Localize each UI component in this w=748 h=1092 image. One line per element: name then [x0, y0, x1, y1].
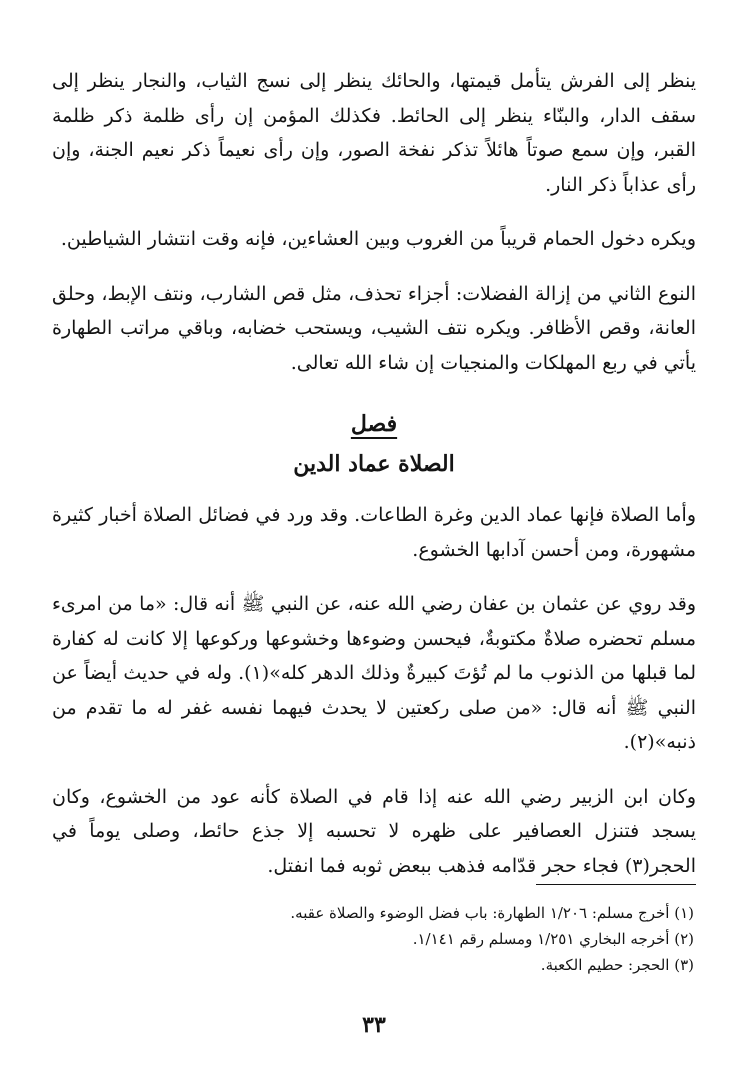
main-text	[52, 64, 696, 903]
paragraph-prayer-intro: وأما الصلاة فإنها عماد الدين وغرة الطاعات. وقد ورد في فضائل الصلاة أخبار كثيرة مشهورة، ومن أحسن آدابها الخشوع.	[52, 504, 696, 561]
paragraph-ponder: ينظر إلى الفرش يتأمل قيمتها، والحائك ينظر إلى نسج الثياب، والنجار ينظر إلى سقف الدار، والبنّاء ينظر إلى الحائط. فكذلك المؤمن إن رأى ظلمة ذكر ظلمة القبر، وإن سمع صوتاً هائلاً تذكر نفخة الصور، وإن رأى نعيماً ذكر نعيم الجنة، وإن رأى عذاباً ذكر النار.	[52, 70, 696, 196]
section-label: فصل	[350, 411, 398, 437]
page-number: ٣٣	[362, 1012, 386, 1038]
footnote-1: (١) أخرج مسلم: ١/٢٠٦ الطهارة: باب فضل الوضوء والصلاة عقبه.	[290, 904, 694, 922]
footnote-3: (٣) الحجر: حطيم الكعبة.	[540, 956, 694, 974]
footnote-divider	[536, 884, 696, 885]
paragraph-removal: النوع الثاني من إزالة الفضلات: أجزاء تحذف، مثل قص الشارب، ونتف الإبط، وحلق العانة، وقص الأظافر. ويكره نتف الشيب، ويستحب خضابه، وباقي مراتب الطهارة يأتي في ربع المهلكات والمنجيات إن شاء الله تعالى.	[52, 282, 696, 374]
section-heading	[52, 404, 696, 484]
paragraph-ibn-zubair: وكان ابن الزبير رضي الله عنه إذا قام في الصلاة كأنه عود من الخشوع، وكان يسجد فتنزل العصافير على ظهره لا تحسبه إلا جذع حائط، وصلى يوماً في الحجر(٣) فجاء حجر قدّامه فذهب ببعض ثوبه فما انفتل.	[52, 785, 696, 877]
footnote-2: (٢) أخرجه البخاري ١/٢٥١ ومسلم رقم ١/١٤١.	[412, 930, 694, 948]
footnotes	[52, 900, 694, 978]
section-title: الصلاة عماد الدين	[293, 451, 455, 477]
paragraph-bath: ويكره دخول الحمام قريباً من الغروب وبين العشاءين، فإنه وقت انتشار الشياطين.	[60, 228, 696, 250]
paragraph-hadith: وقد روي عن عثمان بن عفان رضي الله عنه، عن النبي ﷺ أنه قال: «ما من امرىء مسلم تحضره صلاةٌ مكتوبةٌ، فيحسن وضوءها وخشوعها وركوعها إلا كانت له كفارة لما قبلها من الذنوب ما لم تُؤتَ كبيرةٌ وذلك الدهر كله»(١). وله في حديث أيضاً عن النبي ﷺ أنه قال: «من صلى ركعتين لا يحدث فيهما نفسه غفر له ما تقدم من ذنبه»(٢).	[52, 593, 697, 753]
